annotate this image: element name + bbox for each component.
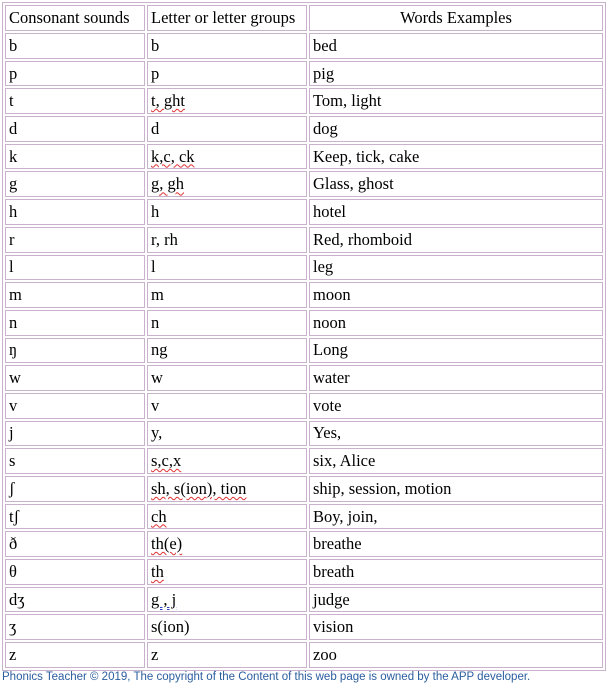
letter-group-cell (147, 199, 307, 225)
letter-group-text: ch (151, 506, 167, 526)
table-row (5, 88, 603, 114)
letter-group-cell (147, 587, 307, 613)
word-example-cell: pig (309, 61, 603, 87)
table-row (5, 393, 603, 419)
consonant-sound-cell: w (5, 365, 145, 391)
consonant-sound-cell: n (5, 310, 145, 336)
consonant-sound-cell: t (5, 88, 145, 114)
consonant-sound-cell: d (5, 116, 145, 142)
letter-group-text: p (151, 63, 160, 83)
word-example-cell: vote (309, 393, 603, 419)
letter-group-cell (147, 614, 307, 640)
consonant-sound-cell: v (5, 393, 145, 419)
letter-group-cell (147, 365, 307, 391)
word-example-cell: Boy, join, (309, 504, 603, 530)
consonant-sound-cell: s (5, 448, 145, 474)
table-row (5, 33, 603, 59)
consonant-sound-cell: dʒ (5, 587, 145, 613)
letter-group-text: v (151, 395, 160, 415)
consonant-sound-cell: l (5, 255, 145, 281)
consonant-sound-cell: θ (5, 559, 145, 585)
word-example-cell: Keep, tick, cake (309, 144, 603, 170)
table-body (5, 33, 603, 668)
table-row (5, 144, 603, 170)
header-letter-groups: Letter or letter groups (147, 5, 307, 31)
letter-group-cell (147, 476, 307, 502)
letter-group-text: g, gh (151, 174, 184, 194)
word-example-cell: Long (309, 338, 603, 364)
table-row (5, 255, 603, 281)
word-example-cell: Red, rhomboid (309, 227, 603, 253)
table-row (5, 531, 603, 557)
letter-group-text: ng (151, 340, 168, 360)
letter-group-text: m (151, 285, 164, 305)
letter-group-text: w (151, 368, 163, 388)
consonant-sound-cell: j (5, 421, 145, 447)
word-example-cell: zoo (309, 642, 603, 668)
letter-group-text: s(ion) (151, 617, 190, 637)
letter-group-cell (147, 227, 307, 253)
table-row (5, 504, 603, 530)
letter-group-text: s,c,x (151, 451, 182, 471)
word-example-cell: vision (309, 614, 603, 640)
consonant-sound-cell: z (5, 642, 145, 668)
header-consonant-sounds: Consonant sounds (5, 5, 145, 31)
letter-group-text: b (151, 35, 160, 55)
word-example-cell: ship, session, motion (309, 476, 603, 502)
table-row (5, 227, 603, 253)
consonant-sound-cell: ð (5, 531, 145, 557)
letter-group-cell (147, 282, 307, 308)
word-example-cell: six, Alice (309, 448, 603, 474)
word-example-cell: Glass, ghost (309, 171, 603, 197)
letter-group-text: z (151, 644, 159, 664)
letter-group-text: k,c, ck (151, 146, 195, 166)
letter-group-text: d (151, 118, 160, 138)
word-example-cell: moon (309, 282, 603, 308)
word-example-cell: dog (309, 116, 603, 142)
letter-group-cell (147, 255, 307, 281)
letter-group-cell (147, 531, 307, 557)
letter-group-text: t, ght (151, 91, 185, 111)
letter-group-cell (147, 642, 307, 668)
table-row (5, 421, 603, 447)
letter-group-cell (147, 393, 307, 419)
consonant-sound-cell: h (5, 199, 145, 225)
word-example-cell: noon (309, 310, 603, 336)
letter-group-text: th (151, 561, 164, 581)
table-row (5, 614, 603, 640)
letter-group-cell (147, 116, 307, 142)
table-row (5, 116, 603, 142)
word-example-cell: breath (309, 559, 603, 585)
table-row (5, 642, 603, 668)
consonant-sound-cell: b (5, 33, 145, 59)
consonant-sound-cell: r (5, 227, 145, 253)
letter-group-cell (147, 310, 307, 336)
letter-group-text: g , j (151, 589, 177, 609)
letter-group-text: th(e) (151, 534, 183, 554)
word-example-cell: hotel (309, 199, 603, 225)
copyright-footer: Phonics Teacher © 2019, The copyright of the Content of this web page is owned by the APP developer. (2, 671, 531, 683)
letter-group-text: sh, s(ion), tion (151, 478, 247, 498)
word-example-cell: Yes, (309, 421, 603, 447)
letter-group-cell (147, 144, 307, 170)
table-row (5, 448, 603, 474)
letter-group-text: n (151, 312, 160, 332)
consonant-sound-cell: tʃ (5, 504, 145, 530)
word-example-cell: breathe (309, 531, 603, 557)
word-example-cell: bed (309, 33, 603, 59)
consonant-sound-cell: ʃ (5, 476, 145, 502)
letter-group-cell (147, 448, 307, 474)
letter-group-cell (147, 421, 307, 447)
letter-group-text: h (151, 201, 160, 221)
word-example-cell: judge (309, 587, 603, 613)
letter-group-text: r, rh (151, 229, 178, 249)
letter-group-text: y, (151, 423, 163, 443)
table-row (5, 199, 603, 225)
letter-group-cell (147, 88, 307, 114)
table-row (5, 559, 603, 585)
table-row (5, 282, 603, 308)
consonant-sounds-table (2, 2, 606, 671)
table-row (5, 310, 603, 336)
consonant-sound-cell: ʒ (5, 614, 145, 640)
header-words-examples: Words Examples (309, 5, 603, 31)
consonant-sound-cell: g (5, 171, 145, 197)
letter-group-cell (147, 504, 307, 530)
letter-group-text: l (151, 257, 156, 277)
table-row (5, 171, 603, 197)
table-row (5, 338, 603, 364)
table-header-row (5, 5, 603, 31)
consonant-sound-cell: k (5, 144, 145, 170)
letter-group-cell (147, 33, 307, 59)
word-example-cell: leg (309, 255, 603, 281)
table-row (5, 587, 603, 613)
table-row (5, 61, 603, 87)
table-row (5, 365, 603, 391)
letter-group-cell (147, 338, 307, 364)
consonant-sound-cell: m (5, 282, 145, 308)
consonant-sound-cell: ŋ (5, 338, 145, 364)
letter-group-cell (147, 171, 307, 197)
letter-group-cell (147, 559, 307, 585)
word-example-cell: Tom, light (309, 88, 603, 114)
consonant-sound-cell: p (5, 61, 145, 87)
table-row (5, 476, 603, 502)
word-example-cell: water (309, 365, 603, 391)
letter-group-cell (147, 61, 307, 87)
